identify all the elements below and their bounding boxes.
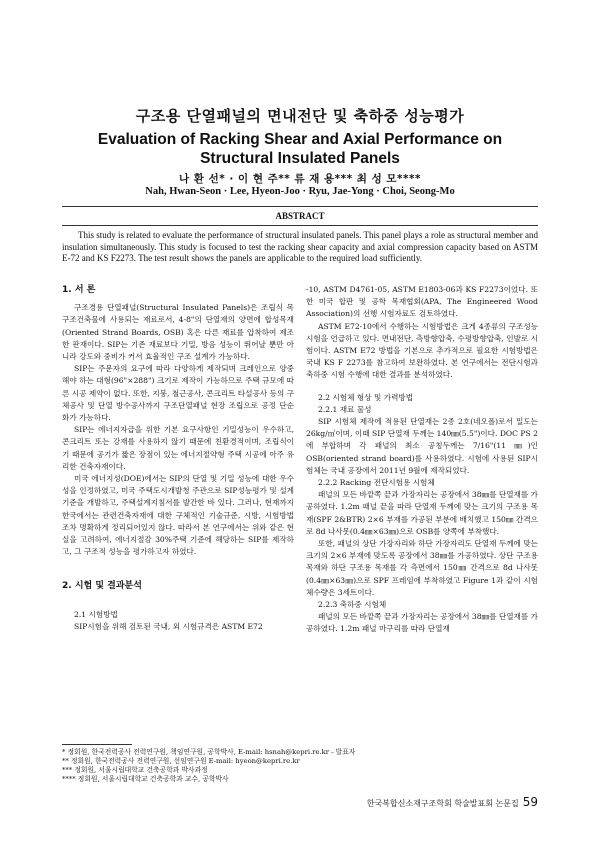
footnote: *** 정회원, 서울시립대학교 건축공학과 박사과정 <box>62 766 208 774</box>
korean-authors: 나 환 선* · 이 현 주** 류 재 용*** 최 성 모**** <box>179 173 421 185</box>
footnotes <box>62 748 482 784</box>
left-column <box>62 284 294 633</box>
paragraph: SIP시험을 위해 검토된 국내, 외 시험규격은 ASTM E72 <box>74 621 263 631</box>
english-authors: Nah, Hwan-Seon · Lee, Hyeon-Joo · Ryu, Jae-Yong · Choi, Seong-Mo <box>145 186 455 197</box>
english-title: Evaluation of Racking Shear and Axial Performance on Structural Insulated Panels <box>97 131 503 167</box>
paragraph: ASTM E72-10에서 수행하는 시험방법은 크게 4종류의 구조성능시험을 언급하고 있다. 면내전단, 측방향압축, 수평방향압축, 인발로 시험이다. ASTM E72 방법을 기본으로 추가적으로 필요한 시험방법은 국내 KS F 2273를 참고하여 보완하였다. 본 연구에서는 전단시험과 축하중 시험 수행에 대한 결과를 분석하였다. <box>306 321 538 380</box>
abstract-heading-rule <box>62 225 538 226</box>
proceedings-title: 한국복합신소재구조학회 학술발표회 논문집 <box>366 799 519 808</box>
paragraph: 미국 에너지성(DOE)에서는 SIP의 단열 및 기밀 성능에 대한 우수성을 인정하였고, 미국 주택도시개발청 주관으로 SIP성능평가 및 설계기준을 개발하고, 주택설계지침서를 발간한 바 있다. 그러나, 현재까지 한국에서는 관련건축자재에 대한 구체적인 기술규준, 시방, 시험방법조차 명확하게 정리되어있지 않다. 따라서 본 연구에서는 위와 같은 현실을 고려하여, 에너지절감 30%주택 기준에 해당하는 SIP를 제작하고, 그 구조적 성능을 평가하고자 하였다. <box>62 474 294 557</box>
subsection-heading: 2.2.1 재료 물성 <box>318 404 372 414</box>
paragraph: 패널의 모든 바깥쪽 끝과 가장자리는 공장에서 38㎜를 단열재를 가공하였다. 1.2m 패널 마구리를 따라 단열재 <box>306 612 538 634</box>
paragraph: -10, ASTM D4761-05, ASTM E1803-06과 KS F2273이었다. 또한 미국 합판 및 공학 목재협회(APA, The Engineered Wood Association)의 선행 시험자료도 검토하였다. <box>306 285 538 319</box>
page-footer <box>367 795 538 809</box>
subsection-heading: 2.2 시험체 형상 및 가력방법 <box>318 392 414 402</box>
right-column <box>306 284 538 636</box>
paragraph: 패널의 모든 바깥쪽 끝과 가장자리는 공장에서 38㎜를 단열재를 가공하였다. 1.2m 패널 끝을 따라 단열재 두께에 맞는 크기의 구조용 목재(SPF 2&BTR) 2×6 부재를 가공된 부분에 배치했고 150㎜ 간격으로 8d 나사못(0.4㎜×63㎜)으로 OSB를 양쪽에 부착했다. <box>306 490 538 536</box>
section-introduction-heading: 1. 서 론 <box>62 285 96 295</box>
page-number: 59 <box>522 795 538 809</box>
abstract-top-rule <box>62 206 538 207</box>
subsection-heading: 2.1 시험방법 <box>74 609 118 619</box>
footnote-rule <box>62 744 132 745</box>
subsection-heading: 2.2.3 축하중 시험체 <box>318 600 387 610</box>
section-test-heading: 2. 시험 및 결과분석 <box>62 581 142 592</box>
paragraph: 구조경용 단열패널(Structural Insulated Panels)은 조립식 목구조건축물에 사용되는 재료로서, 4-8"의 단열재의 양면에 합성목재(Oriented Strand Boards, OSB) 혹은 다른 재료를 압착하여 제조한 판재이다. SIP는 기존 재료보다 기밀, 방음 성능이 뛰어날 뿐만 아니라 강도와 중비가 커서 효율적인 구조 설계가 가능하다. <box>62 303 294 362</box>
footnote: * 정회원, 한국전력공사 전력연구원, 책임연구원, 공학박사, E-mail: hsnah@kepri.re.kr - 발표자 <box>62 748 356 756</box>
abstract-heading: ABSTRACT <box>275 211 325 221</box>
subsection-heading: 2.2.2 Racking 전단시험용 시험체 <box>318 478 435 488</box>
paragraph: SIP는 에너지자급을 위한 기본 요구사항인 기밀성능이 우수하고, 콘크리트 또는 강재를 사용하지 않기 때문에 친환경적이며, 조립식이기 때문에 공기가 짧은 장점이 있는 에너지절약형 주택 시공에 아주 유리한 건축자재이다. <box>62 425 294 471</box>
abstract-text: This study is related to evaluate the performance of structural insulated panels. This panel plays a role as structural member and insulation simultaneously. This study is focused to test the racking shear capacity and axial compression capacity based on ASTM E-72 and KS F2273. The test result shows the panels are applicable to the required load sufficiently. <box>62 230 538 263</box>
footnote: **** 정회원, 서울시립대학교 건축공학과 교수, 공학박사 <box>62 775 229 783</box>
paragraph: 또한, 패널의 상단 가장자리와 하단 가장자리도 단열재 두께에 맞는 크기의 2×6 부재에 맞도록 공장에서 38㎜를 가공하였다. 상단 구조용 목재와 하단 구조용 목재를 각 측면에서 150㎜ 간격으로 8d 나사못(0.4㎜×63㎜)으로 SPF 프레임에 부착하였고 Figure 1과 같이 시험체수량은 3세트이다. <box>306 539 538 597</box>
korean-title: 구조용 단열패널의 면내전단 및 축하중 성능평가 <box>135 107 465 125</box>
paragraph: SIP 시험체 제작에 적용된 단열재는 2종 2호(네오폴)로서 밀도는 26kg/㎥이며, 이때 SIP 단열재 두께는 140㎜(5.5")이다. DOC PS 2에 부합하며 각 패널의 최소 공칭두께는 7/16"(11 ㎜)인 OSB(oriented strand board)를 사용하였다. 시험에 사용된 SIP시험체는 국내 공장에서 2011년 9월에 제작되었다. <box>306 417 538 475</box>
paragraph: SIP는 주문자의 요구에 따라 다양하게 제작되며 크레인으로 양중해야 하는 대형(96"×288") 크기로 제작이 가능하므로 주택 규모에 따른 시공 제약이 없다. 또한, 지붕, 철근공사, 콘크리트 타설공사 등의 구체공사 및 단열 방수공사까지 구조단열패널 현장 조립으로 공정 단순화가 가능하다. <box>62 364 294 423</box>
footnote: ** 정회원, 한국전력공사 전력연구원, 선임연구원 E-mail: hyeon@kepri.re.kr <box>62 757 300 765</box>
